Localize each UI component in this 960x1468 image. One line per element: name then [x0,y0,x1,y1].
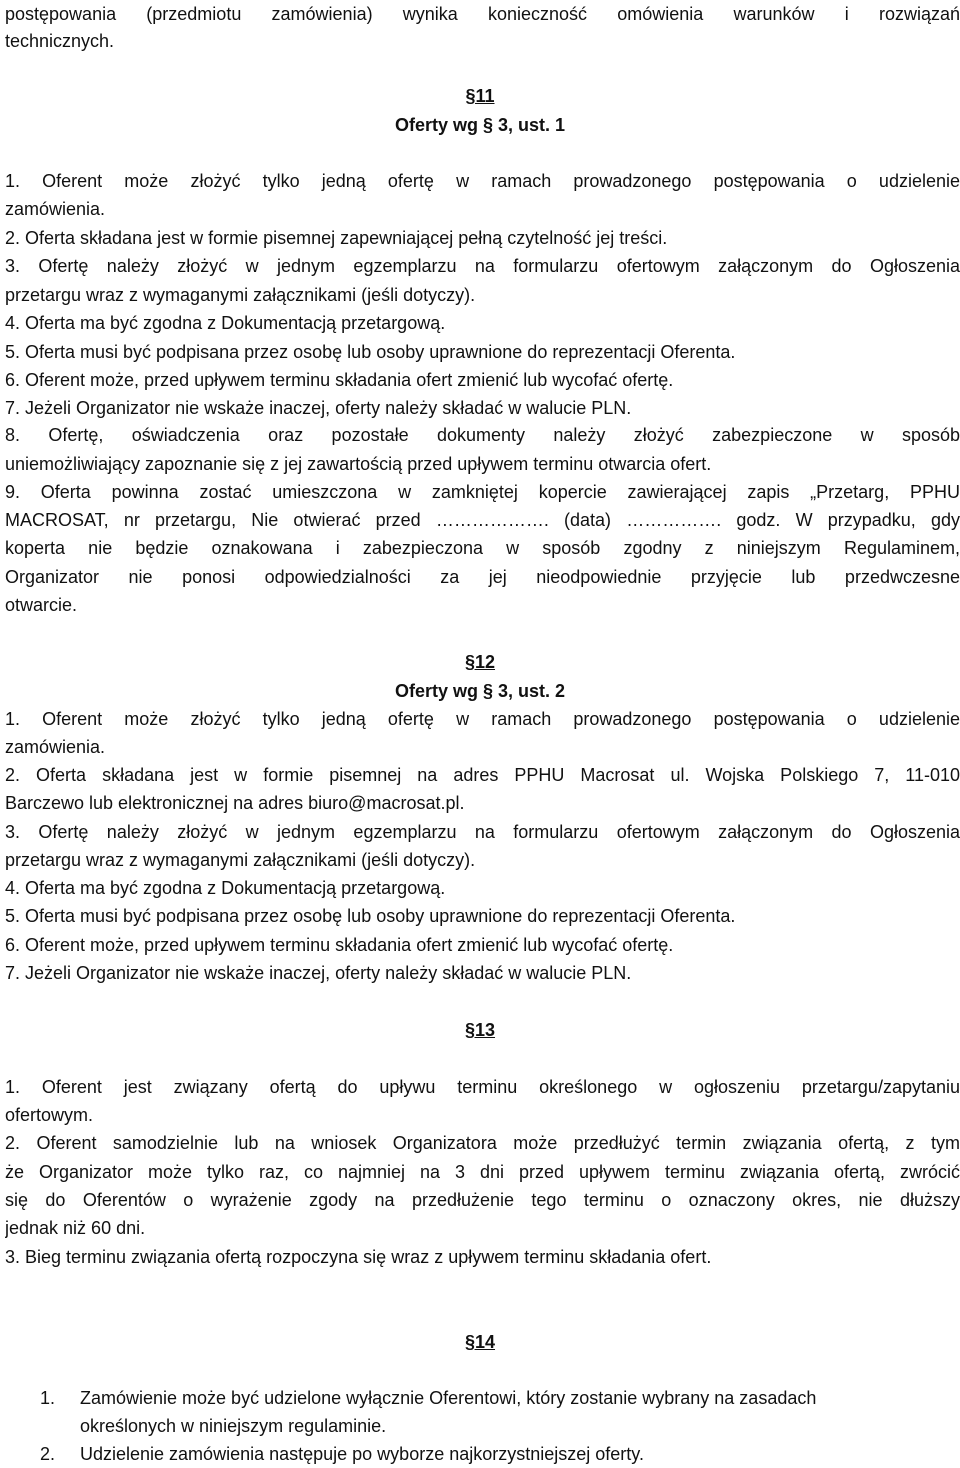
paragraph-line: koperta nie będzie oznakowana i zabezpieczona w sposób zgodny z niniejszym Regulaminem, [5,538,960,558]
paragraph-line: MACROSAT, nr przetargu, Nie otwierać przed ………………. (data) ……………. godz. W przypadku, gdy [5,510,960,530]
paragraph-line: 7. Jeżeli Organizator nie wskaże inaczej, oferty należy składać w walucie PLN. [5,398,632,418]
section-number-14: §14 [464,1332,496,1352]
section-title-12: Oferty wg § 3, ust. 2 [394,681,566,701]
paragraph-line: przetargu wraz z wymaganymi załącznikami (jeśli dotyczy). [5,850,476,870]
list-item-number: 2. [40,1444,56,1464]
paragraph-line: 3. Ofertę należy złożyć w jednym egzemplarzu na formularzu ofertowym załączonym do Ogłoszenia [5,256,960,276]
paragraph-line: 7. Jeżeli Organizator nie wskaże inaczej, oferty należy składać w walucie PLN. [5,963,632,983]
paragraph-line: 2. Oferta składana jest w formie pisemnej zapewniającej pełną czytelność jej treści. [5,228,668,248]
list-item-text: Udzielenie zamówienia następuje po wyborze najkorzystniejszej oferty. [80,1444,644,1464]
paragraph-line: 3. Bieg terminu związania ofertą rozpoczyna się wraz z upływem terminu składania ofert. [5,1247,712,1267]
paragraph-line: 6. Oferent może, przed upływem terminu składania ofert zmienić lub wycofać ofertę. [5,370,674,390]
paragraph-line: 1. Oferent może złożyć tylko jedną ofertę w ramach prowadzonego postępowania o udzielenie [5,709,960,729]
paragraph-line: ofertowym. [5,1105,94,1125]
paragraph-line: 5. Oferta musi być podpisana przez osobę lub osoby uprawnione do reprezentacji Oferenta. [5,342,736,362]
paragraph-line: jednak niż 60 dni. [5,1218,146,1238]
paragraph-line: technicznych. [5,31,115,51]
paragraph-line: otwarcie. [5,595,78,615]
paragraph-line: że Organizator może tylko raz, co najmniej na 3 dni przed upływem terminu związania ofertą, zwrócić [5,1162,960,1182]
section-sign: § [464,1020,475,1040]
paragraph-line: uniemożliwiający zapoznanie się z jej zawartością przed upływem terminu otwarcia ofert. [5,454,712,474]
list-item-number: 1. [40,1388,56,1408]
paragraph-line: 1. Oferent może złożyć tylko jedną ofertę w ramach prowadzonego postępowania o udzielenie [5,171,960,191]
paragraph-line: 1. Oferent jest związany ofertą do upływu terminu określonego w ogłoszeniu przetargu/zapytaniu [5,1077,960,1097]
paragraph-line: 6. Oferent może, przed upływem terminu składania ofert zmienić lub wycofać ofertę. [5,935,674,955]
section-title-11: Oferty wg § 3, ust. 1 [394,115,566,135]
paragraph-line: Organizator nie ponosi odpowiedzialności za jej nieodpowiednie przyjęcie lub przedwczesne [5,567,960,587]
section-sign: § [464,652,475,672]
section-number-11: §11 [465,86,495,106]
section-number-12: §12 [464,652,496,672]
paragraph-line: 4. Oferta ma być zgodna z Dokumentacją przetargową. [5,313,446,333]
section-number-13: §13 [464,1020,496,1040]
list-item-text: Zamówienie może być udzielone wyłącznie Oferentowi, który zostanie wybrany na zasadach [80,1388,817,1408]
paragraph-line: 9. Oferta powinna zostać umieszczona w zamkniętej kopercie zawierającej zapis „Przetarg, PPHU [5,482,960,502]
paragraph-line: się do Oferentów o wyrażenie zgody na przedłużenie tego terminu o oznaczony okres, nie dłuższy [5,1190,960,1210]
paragraph-line: 8. Ofertę, oświadczenia oraz pozostałe dokumenty należy złożyć zabezpieczone w sposób [5,425,960,445]
paragraph-line: zamówienia. [5,737,106,757]
section-sign: § [465,86,476,106]
paragraph-line: Barczewo lub elektronicznej na adres biuro@macrosat.pl. [5,793,465,813]
list-item-text: określonych w niniejszym regulaminie. [80,1416,387,1436]
paragraph-line: zamówienia. [5,199,106,219]
paragraph-line: postępowania (przedmiotu zamówienia) wynika konieczność omówienia warunków i rozwiązań [5,4,960,24]
section-sign: § [464,1332,475,1352]
paragraph-line: 4. Oferta ma być zgodna z Dokumentacją przetargową. [5,878,446,898]
paragraph-line: 5. Oferta musi być podpisana przez osobę lub osoby uprawnione do reprezentacji Oferenta. [5,906,736,926]
paragraph-line: przetargu wraz z wymaganymi załącznikami (jeśli dotyczy). [5,285,476,305]
paragraph-line: 2. Oferta składana jest w formie pisemnej na adres PPHU Macrosat ul. Wojska Polskiego 7, 11-010 [5,765,960,785]
paragraph-line: 2. Oferent samodzielnie lub na wniosek Organizatora może przedłużyć termin związania ofertą, z tym [5,1133,960,1153]
paragraph-line: 3. Ofertę należy złożyć w jednym egzemplarzu na formularzu ofertowym załączonym do Ogłoszenia [5,822,960,842]
